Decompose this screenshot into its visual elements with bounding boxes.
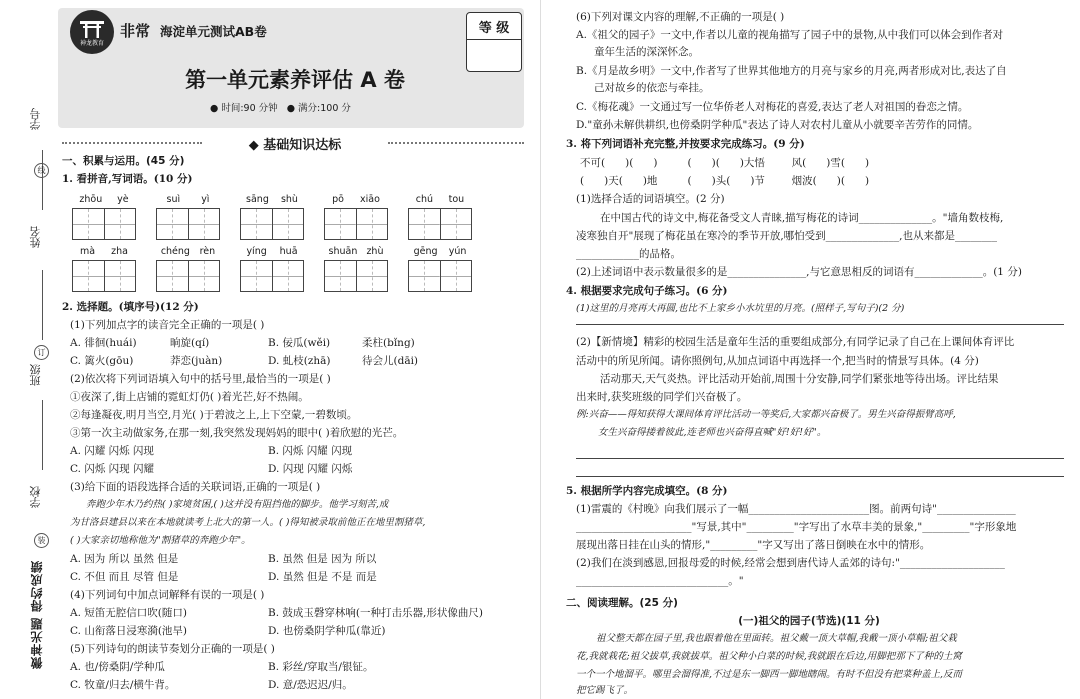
pinyin-syllable: chéng — [160, 246, 190, 257]
q2-6-opt-a2: 童年生活的深深怀念。 — [594, 46, 699, 58]
logo-caption: 神龙教育 — [79, 40, 104, 47]
q2-4: (4)下列词句中加点词解释有误的一项是( ) — [70, 589, 265, 601]
pinyin-syllable: yè — [117, 194, 129, 205]
pinyin-syllable: chú — [415, 194, 434, 205]
writing-box[interactable] — [157, 261, 188, 291]
q2-5: (5)下列诗句的朗读节奏划分正确的一项是( ) — [70, 643, 275, 655]
score-icon: ● — [286, 103, 295, 114]
margin-slogan: 微神光题 得约成绩 — [30, 560, 44, 670]
q2-5-opt-d: D. 意/恐迟迟/归。 — [268, 679, 353, 691]
q2-6-opt-c: C.《梅花魂》一文通过写一位华侨老人对梅花的喜爱,表达了老人对祖国的眷恋之情。 — [576, 101, 969, 113]
writing-box[interactable] — [356, 209, 388, 239]
q2-6-opt-b2: 己对故乡的依恋与牵挂。 — [594, 82, 710, 94]
writing-box[interactable] — [272, 209, 304, 239]
q2-2-opt-d: D. 闪现 闪耀 闪烁 — [268, 463, 353, 475]
pinyin-syllable: zha — [111, 246, 128, 257]
pinyin-syllable: tou — [448, 194, 465, 205]
pinyin-syllable: zhù — [366, 246, 384, 257]
pinyin-syllable: xiāo — [360, 194, 380, 205]
q3-2: (2)上述词语中表示数量很多的是_______________,与它意思相反的词语有_____________。(1 分) — [576, 266, 1022, 278]
section-banner: ◆ 基础知识达标 — [248, 138, 342, 153]
question-4: 4. 根据要求完成句子练习。(6 分) — [566, 285, 728, 297]
pinyin-grid — [408, 246, 472, 292]
q2-6: (6)下列对课文内容的理解,不正确的一项是( ) — [576, 11, 785, 23]
writing-box[interactable] — [409, 209, 440, 239]
answer-line[interactable] — [576, 324, 1064, 325]
q2-4-opt-b: B. 鼓成玉磬穿林响(一种打击乐器,形状像曲尺) — [268, 607, 483, 619]
q4-2-d: 出来时,获奖班级的同学们兴奋极了。 — [576, 391, 748, 403]
q4-2-c: 活动那天,天气炎热。评比活动开始前,周围十分安静,同学们紧张地等待出场。评比结果 — [600, 373, 999, 385]
banner-divider — [388, 142, 524, 144]
q2-4-opt-c: C. 山衔落日浸寒漪(池旱) — [70, 625, 188, 637]
q2-2-opt-b: B. 闪烁 闪耀 闪现 — [268, 445, 353, 457]
pinyin-grid — [72, 194, 136, 240]
q2-6-opt-d: D."童孙未解供耕织,也傍桑阴学种瓜"表达了诗人对农村儿童从小就要辛苦劳作的同情。 — [576, 119, 979, 131]
pinyin-grid — [156, 246, 220, 292]
q2-2-s2: ②每逢凝夜,明月当空,月光( )于碧波之上,上下空蒙,一碧数顷。 — [70, 409, 358, 421]
margin-mark-ding: 订 — [34, 345, 49, 360]
answer-line[interactable] — [576, 458, 1064, 459]
q2-3-passage-1: 奔跑少年木乃约热( )家境贫困,( )这并没有阻挡他的脚步。他学习刻苦,成 — [86, 499, 389, 510]
q2-5-opt-a: A. 也/傍桑阴/学种瓜 — [70, 661, 165, 673]
pinyin-grid — [324, 246, 388, 292]
writing-box[interactable] — [188, 209, 220, 239]
section-1-heading: 一、积累与运用。(45 分) — [62, 155, 185, 167]
writing-box[interactable] — [241, 209, 272, 239]
pinyin-syllable: suì — [166, 194, 181, 205]
q5-1-c: 展现出落日挂在山头的情形,"_________"字又写出了落日倒映在水中的情形。 — [576, 539, 931, 551]
writing-box[interactable] — [440, 261, 472, 291]
writing-box[interactable] — [188, 261, 220, 291]
series-name: 海淀单元测试AB卷 — [160, 24, 267, 39]
margin-line — [42, 400, 43, 470]
pinyin-grid — [156, 194, 220, 240]
pinyin-syllable: rèn — [199, 246, 216, 257]
q2-3-passage-2: 为甘洛县建县以来在本地就读考上北大的第一人。( )得知被录取前他正在地里割猪草, — [70, 517, 426, 528]
reading-para-1: 祖父整天都在园子里,我也跟着他在里面转。祖父戴一顶大草帽,我戴一顶小草帽;祖父栽 — [596, 633, 957, 644]
writing-box[interactable] — [409, 261, 440, 291]
writing-box[interactable] — [157, 209, 188, 239]
page-divider — [540, 0, 541, 699]
q2-1-opt-b: B. 佞瓜(wěi) — [268, 337, 331, 349]
pinyin-grid — [324, 194, 388, 240]
section-2-heading: 二、阅读理解。(25 分) — [566, 597, 678, 609]
q2-3-opt-d: D. 虽然 但是 不是 而是 — [268, 571, 377, 583]
banner-divider — [62, 142, 202, 144]
writing-box[interactable] — [241, 261, 272, 291]
class-label: 班级 — [29, 364, 42, 386]
torii-icon — [70, 10, 114, 54]
pinyin-syllable: yì — [201, 194, 210, 205]
q4-example-2: 女生兴奋得搂着彼此,连老师也兴奋得直喊"好!好!好"。 — [598, 427, 827, 438]
q5-1-a: (1)雷震的《村晚》向我们展示了一幅_______________________图。前两句诗"_______________ — [576, 503, 1016, 515]
q5-2-b: _____________________________。" — [576, 575, 744, 587]
exam-score: 满分:100 分 — [298, 103, 351, 114]
reading-title: (一)祖父的园子(节选)(11 分) — [738, 615, 880, 627]
q3-words-row-2: ( )天( )地 ( )头( )节 烟波( )( ) — [580, 175, 870, 187]
question-5: 5. 根据所学内容完成填空。(8 分) — [566, 485, 728, 497]
q2-1-opt-d: D. 虬枝(zhā) — [268, 355, 331, 367]
q4-1: (1)这里的月亮再大再圆,也比不上家乡小水坑里的月亮。(照样子,写句子)(2 分) — [576, 303, 905, 314]
q5-2-a: (2)我们在淡到感恩,回报母爱的时候,经常会想到唐代诗人孟郊的诗句:"____________________ — [576, 557, 1005, 569]
writing-box[interactable] — [272, 261, 304, 291]
q2-1: (1)下列加点字的读音完全正确的一项是( ) — [70, 319, 265, 331]
q4-2-b: 活动中的所见所闻。请你照例句,从加点词语中再选择一个,把当时的情景写具体。(4 分) — [576, 355, 979, 367]
pinyin-syllable: yún — [448, 246, 467, 257]
q2-1-opt-a: A. 徘徊(huái) — [70, 337, 137, 349]
q2-1-opt-c2: 莽恋(juàn) — [170, 355, 223, 367]
brand-name: 非常 — [120, 22, 151, 40]
pinyin-syllable: huā — [279, 246, 298, 257]
q3-words-row-1: 不可( )( ) ( )( )大悟 风( )雪( ) — [580, 157, 870, 169]
q2-6-opt-a1: A.《祖父的园子》一文中,作者以儿童的视角描写了园子中的景物,从中我们可以体会到作者对 — [576, 29, 1004, 41]
school-label: 学校 — [29, 486, 42, 508]
reading-para-2: 花,我就栽花;祖父拔草,我就拔草。祖父种小白菜的时候,我就跟在后边,用脚把那下了种的土窝 — [576, 651, 962, 662]
q2-3-opt-a: A. 因为 所以 虽然 但是 — [70, 553, 179, 565]
exam-time: 时间:90 分钟 — [221, 103, 278, 114]
clock-icon: ● — [210, 103, 219, 114]
pinyin-syllable: pō — [332, 194, 344, 205]
pinyin-grid — [408, 194, 472, 240]
pinyin-syllable: zhōu — [79, 194, 103, 205]
q2-6-opt-b1: B.《月是故乡明》一文中,作者写了世界其他地方的月亮与家乡的月亮,两者形成对比,表达了自 — [576, 65, 1007, 77]
q2-1-opt-d2: 待会儿(dāi) — [362, 355, 419, 367]
q5-1-b: ______________________"写景,其中"_________"字写出了水草丰美的景象,"_________"字形象地 — [576, 521, 1017, 533]
writing-box[interactable] — [73, 261, 104, 291]
pinyin-syllable: gēng — [413, 246, 438, 257]
page-title: 第一单元素养评估 A 卷 — [185, 68, 405, 92]
writing-box[interactable] — [104, 261, 136, 291]
q2-2: (2)依次将下列词语填入句中的括号里,最恰当的一项是( ) — [70, 373, 331, 385]
reading-para-4: 把它踢飞了。 — [576, 685, 634, 696]
q2-1-opt-c: C. 篱火(gōu) — [70, 355, 134, 367]
writing-box[interactable] — [325, 209, 356, 239]
pinyin-grid — [240, 246, 304, 292]
answer-line[interactable] — [576, 476, 1064, 477]
question-3: 3. 将下列词语补充完整,并按要求完成练习。(9 分) — [566, 138, 805, 150]
pinyin-syllable: mà — [80, 246, 96, 257]
q2-5-opt-c: C. 牧童/归去/横牛背。 — [70, 679, 176, 691]
q3-1-p3: ____________的品格。 — [576, 248, 681, 260]
writing-box[interactable] — [73, 209, 104, 239]
q2-1-opt-a2: 晌旋(qí) — [170, 337, 210, 349]
q2-3-opt-b: B. 虽然 但是 因为 所以 — [268, 553, 377, 565]
q2-2-s1: ①夜深了,街上店铺的霓虹灯仍( )着光芒,好不热闹。 — [70, 391, 309, 403]
question-2: 2. 选择题。(填序号)(12 分) — [62, 301, 199, 313]
pinyin-syllable: sāng — [246, 194, 269, 205]
margin-mark-xian: 线 — [34, 163, 49, 178]
name-label: 姓名 — [29, 226, 42, 248]
publisher-logo — [70, 10, 114, 54]
writing-box[interactable] — [356, 261, 388, 291]
q4-2-a: (2)【新情境】精彩的校园生活是童年生活的重要组成部分,有同学记录了自己在上课间体育评比 — [576, 336, 1015, 348]
q4-example-1: 例:兴奋——得知获得大课间体育评比活动一等奖后,大家都兴奋极了。男生兴奋得振臂高呼, — [576, 409, 956, 420]
q3-1-p1: 在中国古代的诗文中,梅花备受文人青睐,描写梅花的诗词______________。"墙角数枝梅, — [600, 212, 1004, 224]
q2-2-opt-a: A. 闪耀 闪烁 闪现 — [70, 445, 154, 457]
q2-4-opt-a: A. 短笛无腔信口吹(随口) — [70, 607, 187, 619]
pinyin-syllable: shuān — [328, 246, 358, 257]
writing-box[interactable] — [104, 209, 136, 239]
q2-3: (3)给下面的语段选择合适的关联词语,正确的一项是( ) — [70, 481, 321, 493]
question-1: 1. 看拼音,写词语。(10 分) — [62, 173, 193, 185]
q3-1: (1)选择合适的词语填空。(2 分) — [576, 193, 725, 205]
grade-label: 等 级 — [467, 17, 521, 40]
q2-1-opt-b2: 柔柱(bǐng) — [362, 337, 415, 349]
pinyin-grid — [240, 194, 304, 240]
q2-3-passage-3: ( )大家亲切地称他为"割猪草的奔跑少年"。 — [70, 535, 251, 546]
q2-5-opt-b: B. 彩丝/穿取当/银钲。 — [268, 661, 374, 673]
exam-meta — [210, 100, 351, 114]
pinyin-grid — [72, 246, 136, 292]
q3-1-p2: 凌寒独自开"展现了梅花虽在寒冷的季节开放,哪怕受到______________,也从来都是________ — [576, 230, 998, 242]
pinyin-syllable: yíng — [246, 246, 267, 257]
pinyin-syllable: shù — [280, 194, 298, 205]
writing-box[interactable] — [325, 261, 356, 291]
q2-4-opt-d: D. 也傍桑阴学种瓜(靠近) — [268, 625, 386, 637]
margin-mark-zhuang: 装 — [34, 533, 49, 548]
grade-box — [466, 12, 522, 72]
writing-box[interactable] — [440, 209, 472, 239]
margin-line — [42, 270, 43, 340]
student-id-label: 学号 — [29, 108, 42, 130]
reading-para-3: 一个一个地溜平。哪里会溜得准,不过是东一脚西一脚地瞎闹。有时不但没有把菜种盖上,反而 — [576, 669, 963, 680]
margin-line — [42, 150, 43, 210]
q2-2-s3: ③第一次主动做家务,在那一刻,我突然发现妈妈的眼中( )着欣慰的光芒。 — [70, 427, 404, 439]
q2-2-opt-c: C. 闪烁 闪现 闪耀 — [70, 463, 155, 475]
q2-3-opt-c: C. 不但 而且 尽管 但是 — [70, 571, 179, 583]
